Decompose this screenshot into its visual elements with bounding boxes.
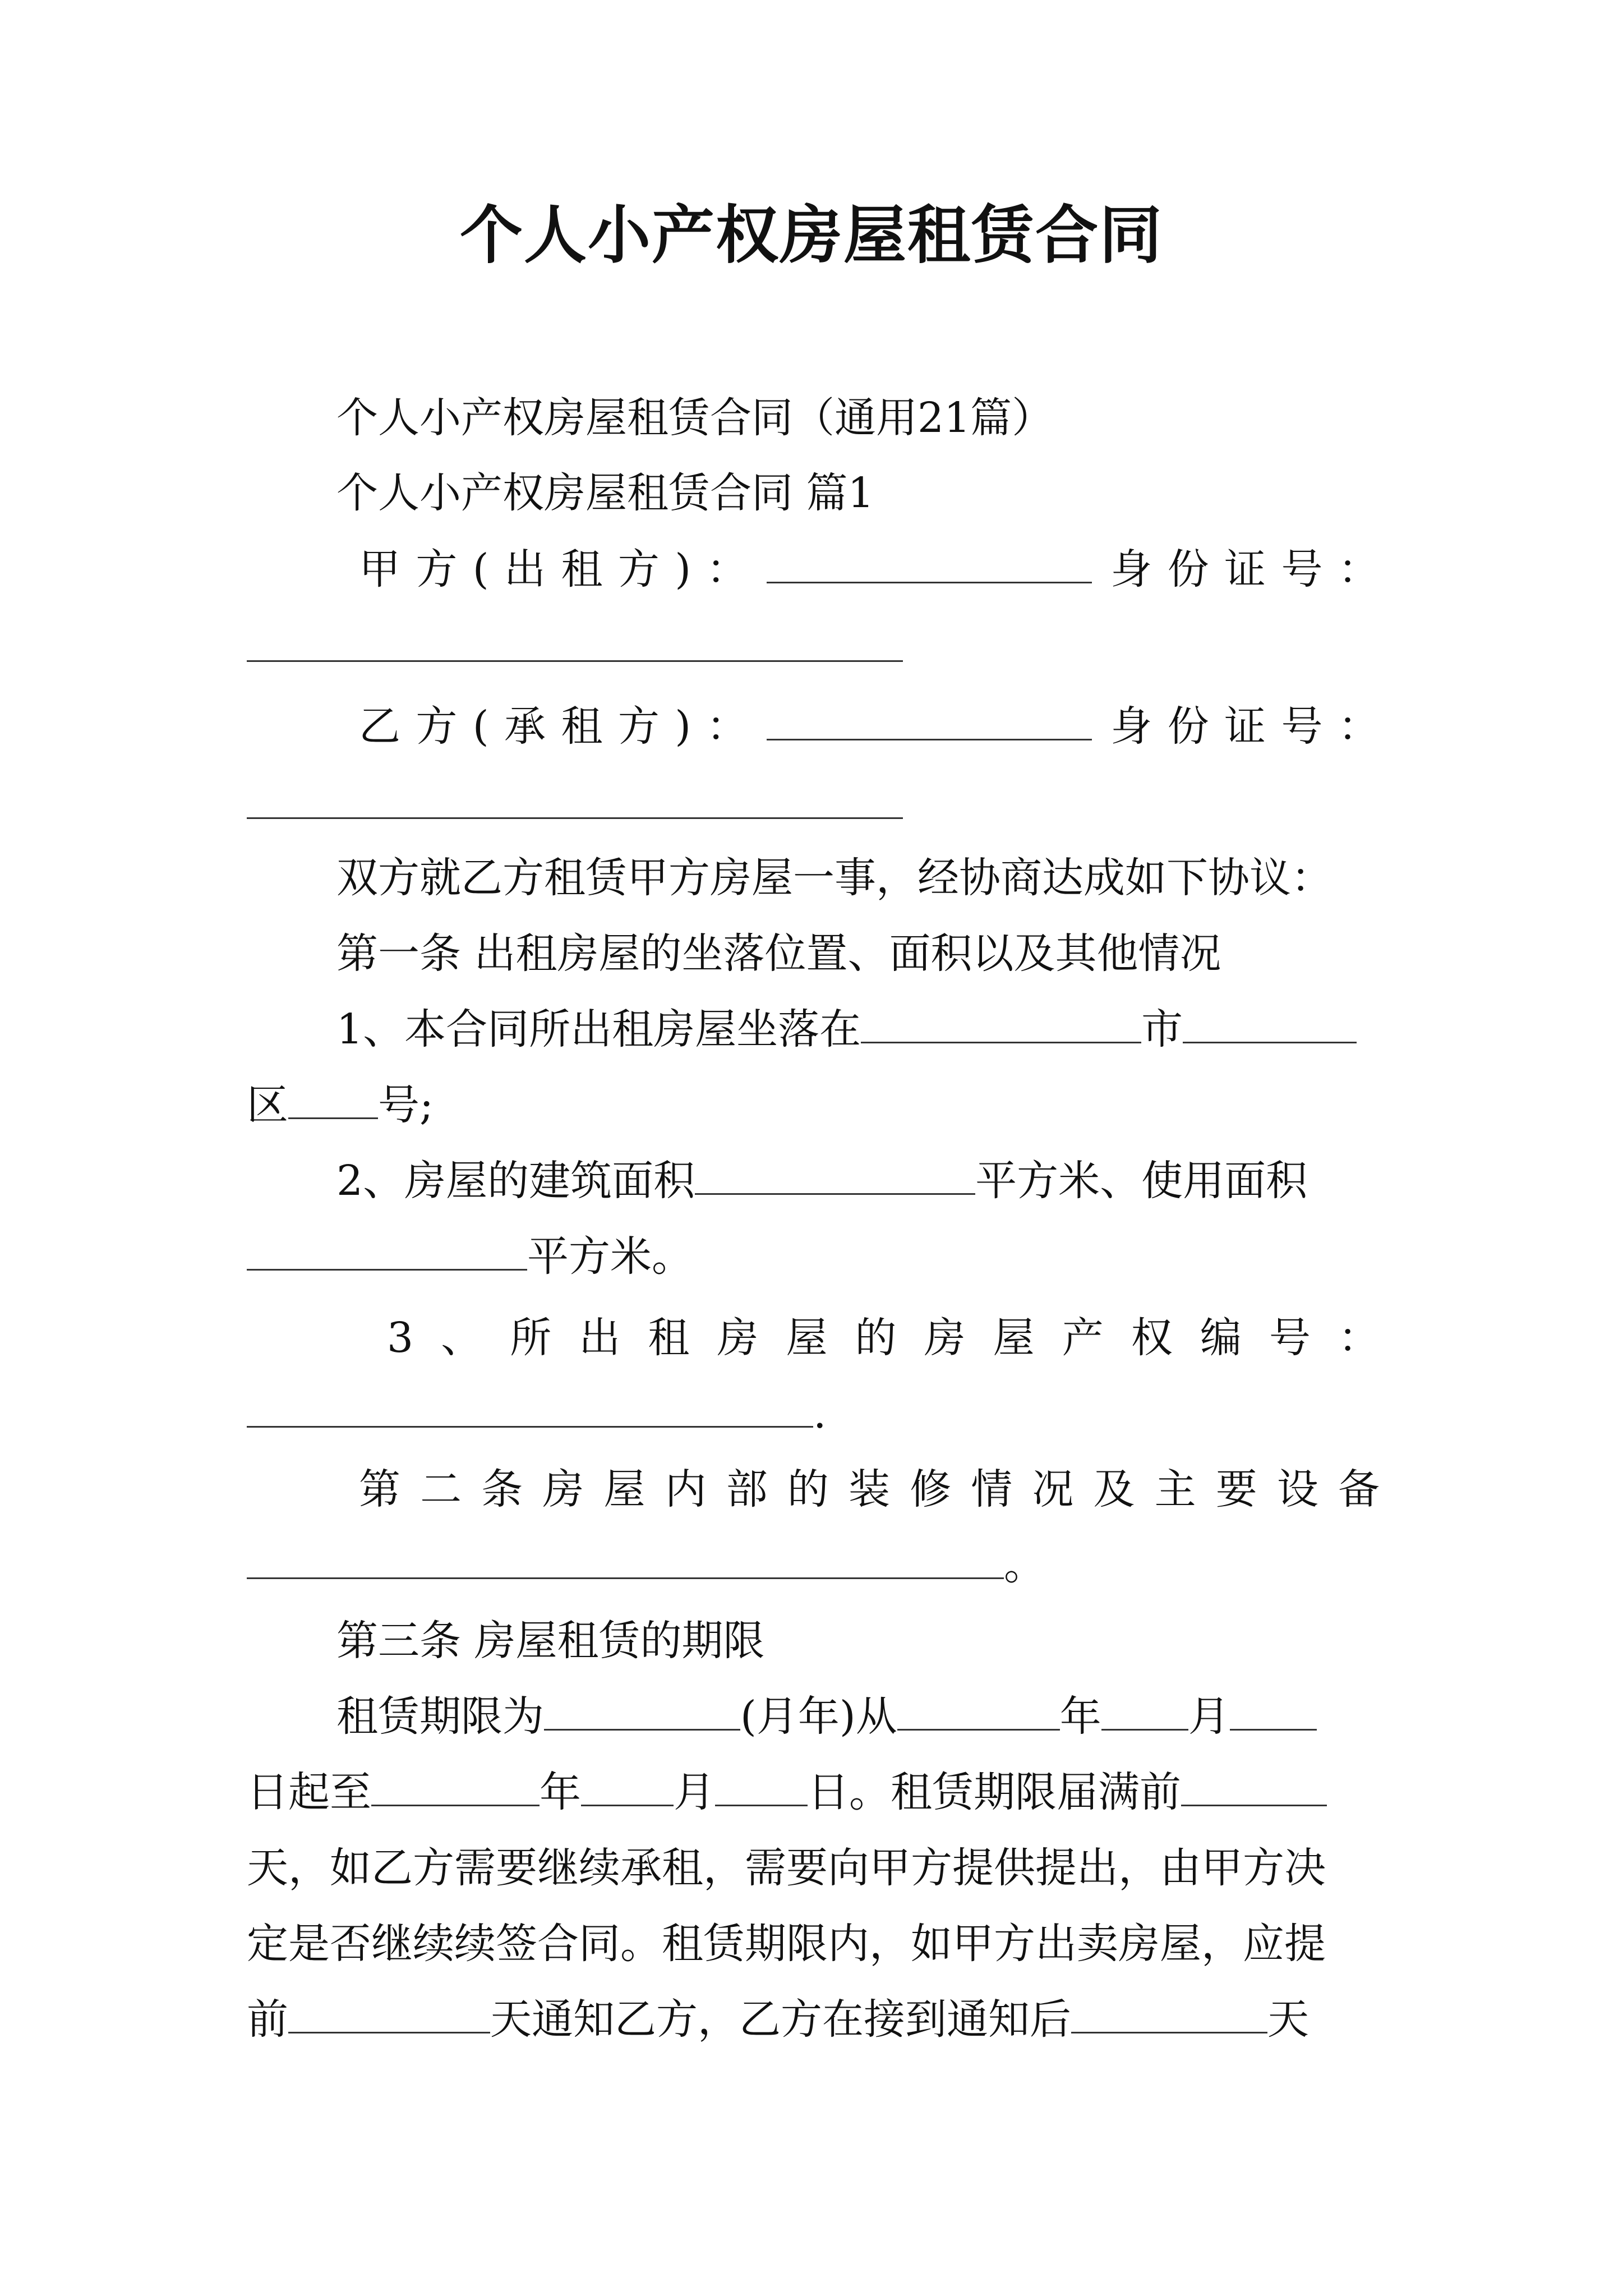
start-month-blank [1101,1694,1188,1731]
article1-item1-line1: 1、本合同所出租房屋坐落在 市 [336,999,1380,1060]
usable-area-blank [247,1234,527,1271]
agreement-intro: 双方就乙方租赁甲方房屋一事，经协商达成如下协议： [336,854,1332,902]
response-days-blank [1071,1997,1267,2033]
street-blank [1183,1007,1357,1043]
end-day-blank [715,1770,808,1806]
article1-item3-line1: 3 、 所 出 租 房 屋 的 房 屋 产 权 编 号 ： [387,1314,1380,1362]
start-year-blank [897,1694,1060,1731]
party-a-line: 甲 方 ( 出 租 方 ) ： 身 份 证 号 ： [359,545,1380,593]
number-blank [288,1083,378,1119]
sale-notice-days-blank [288,1997,490,2033]
article2-heading: 第 二 条 房 屋 内 部 的 装 修 情 况 及 主 要 设 备 [359,1465,1380,1513]
end-month-blank [581,1770,674,1806]
party-a-id-line [247,617,1380,679]
notice-days-blank [1181,1770,1327,1806]
article1-item3-line2: . [247,1383,1380,1444]
document-title: 个人小产权房屋租赁合同 [460,199,1163,272]
end-year-blank [371,1770,540,1806]
article2-line2: 。 [247,1534,1380,1596]
term-length-blank [544,1694,740,1731]
article1-item2-line1: 2、房屋的建筑面积 平方米、使用面积 [336,1157,1308,1205]
article3-line1: 租赁期限为 (月年)从 年 月 [336,1686,1380,1747]
party-b-name-blank [767,704,1092,740]
article3-heading: 第三条 房屋租赁的期限 [336,1617,765,1665]
party-a-name-blank [767,547,1092,583]
start-day-blank [1230,1694,1317,1731]
document-subtitle: 个人小产权房屋租赁合同（通用21篇） [336,394,1054,442]
party-b-id-blank [247,783,903,819]
fixtures-blank [247,1543,1004,1579]
article1-item1-line2: 区 号; [247,1081,434,1129]
article3-line5: 前 天通知乙方，乙方在接到通知后 天 [247,1995,1309,2044]
party-b-id-line [247,774,1380,836]
party-b-line: 乙 方 ( 承 租 方 ) ： 身 份 证 号 ： [359,702,1380,751]
article1-heading: 第一条 出租房屋的坐落位置、面积以及其他情况 [336,930,1221,978]
city-blank [861,1007,1141,1043]
building-area-blank [695,1158,975,1195]
party-a-id-blank [247,625,903,662]
chapter-heading: 个人小产权房屋租赁合同 篇1 [336,469,874,517]
property-number-blank [247,1391,813,1428]
article3-line3: 天，如乙方需要继续承租，需要向甲方提供提出，由甲方决 [247,1844,1326,1892]
article3-line4: 定是否继续续签合同。租赁期限内，如甲方出卖房屋，应提 [247,1920,1326,1968]
article1-item2-line2: 平方米。 [247,1226,1380,1287]
article3-line2: 日起至 年 月 日。租赁期限届满前 [247,1761,1380,1823]
